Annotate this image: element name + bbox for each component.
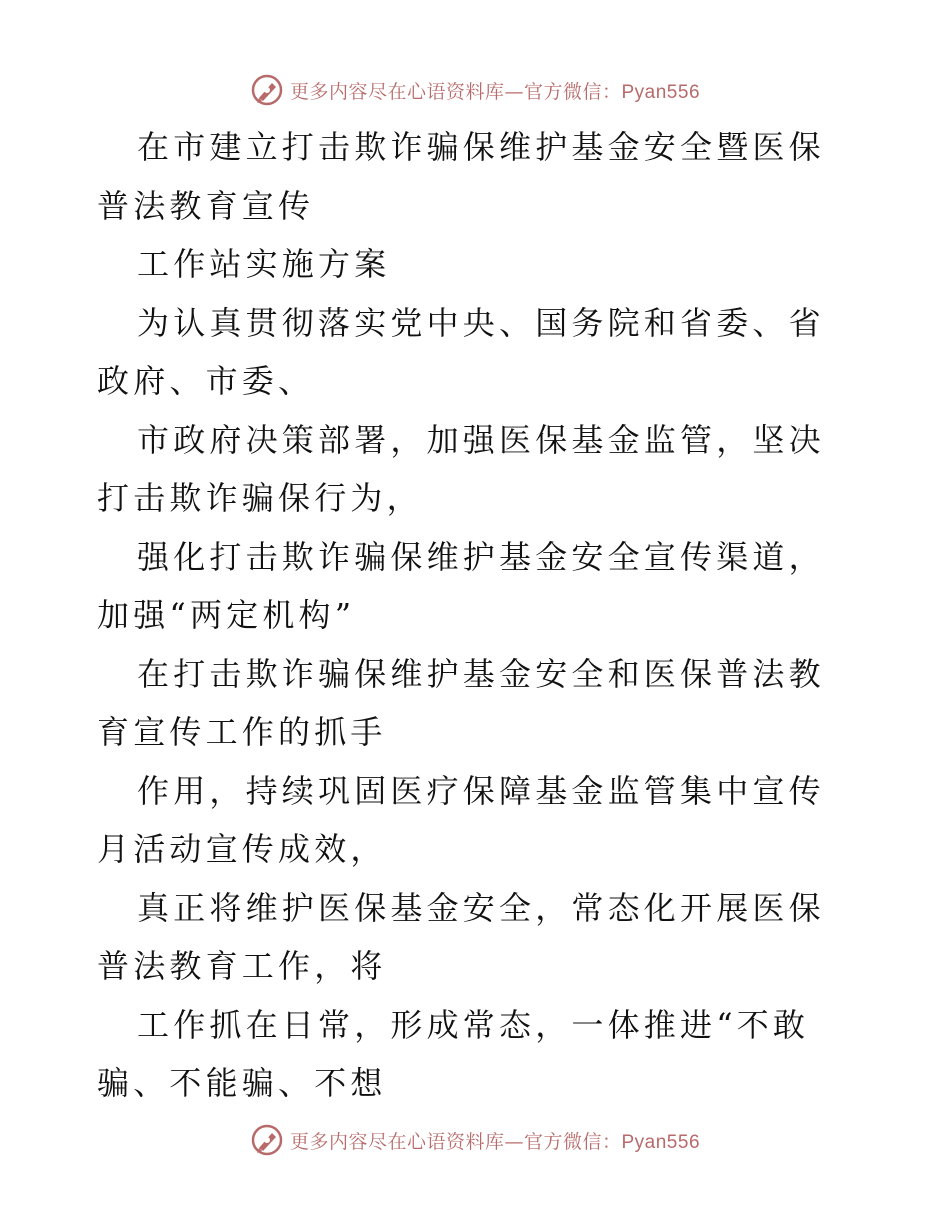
footer-banner <box>0 1120 950 1160</box>
paragraph: 在打击欺诈骗保维护基金安全和医保普法教育宣传工作的抓手 <box>97 654 825 751</box>
paragraph: 为认真贯彻落实党中央、国务院和省委、省政府、市委、 <box>97 303 825 400</box>
paragraph: 工作抓在日常，形成常态，一体推进“不敢骗、不能骗、不想 <box>97 1005 810 1102</box>
header-banner <box>0 70 950 110</box>
footer-banner-label: 更多内容尽在心语资料库—官方微信： <box>289 1130 622 1153</box>
pen-logo-icon <box>250 73 284 107</box>
paragraph-title: 在市建立打击欺诈骗保维护基金安全暨医保普法教育宣传 <box>97 128 825 225</box>
paragraph: 作用，持续巩固医疗保障基金监管集中宣传月活动宣传成效， <box>97 771 825 868</box>
paragraph: 真正将维护医保基金安全，常态化开展医保普法教育工作，将 <box>97 888 825 985</box>
paragraph: 强化打击欺诈骗保维护基金安全宣传渠道，加强“两定机构” <box>97 537 825 634</box>
pen-logo-icon <box>250 1123 284 1157</box>
header-banner-wechat-id: Pyan556 <box>621 81 701 103</box>
paragraph-subtitle: 工作站实施方案 <box>137 245 391 283</box>
footer-banner-wechat-id: Pyan556 <box>621 1131 701 1153</box>
header-banner-label: 更多内容尽在心语资料库—官方微信： <box>289 80 622 103</box>
document-body <box>97 118 857 1113</box>
paragraph: 市政府决策部署，加强医保基金监管，坚决打击欺诈骗保行为， <box>97 420 825 517</box>
header-banner-text <box>290 77 700 104</box>
footer-banner-text <box>290 1127 700 1154</box>
